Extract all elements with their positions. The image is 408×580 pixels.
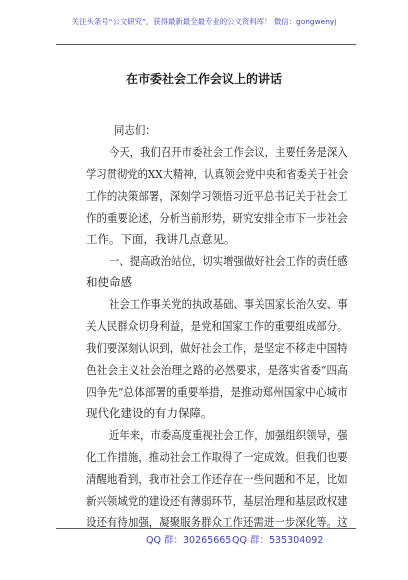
body-line: 关人民群众切身利益，是党和国家工作的重要组成部分。 — [86, 319, 348, 333]
footer-qq-group-2: QQ 群：535304092 — [232, 535, 324, 546]
body-line: 近年来，市委高度重视社会工作，加强组织领导，强 — [109, 428, 348, 442]
footer-qq-group-1: QQ 群：30265665 — [146, 535, 232, 546]
body-line: 化工作措施，推动社会工作取得了一定成效。但我们也要 — [86, 450, 348, 464]
body-line: 作的重要论述，分析当前形势，研究安排全市下一步社会 — [86, 211, 348, 225]
salutation: 同志们： — [114, 123, 156, 137]
header-promo-text: 关注头条号“公文研究”，获得最新最全最专业的公文资料库！ 微信：gongwenyj — [71, 17, 337, 26]
body-line: 清醒地看到，我市社会工作还存在一些问题和不足，比如 — [86, 472, 348, 486]
body-line: 四争先”总体部署的重要举措，是推动郑州国家中心城市 — [86, 385, 348, 399]
body-line: 设还有待加强，凝聚服务群众工作还需进一步深化等。这 — [86, 515, 348, 529]
section-heading: 一、提高政治站位，切实增强做好社会工作的责任感 — [109, 254, 348, 268]
header-divider — [56, 44, 356, 45]
body-line: 学习贯彻党的XX大精神，认真领会党中央和省委关于社会 — [86, 167, 349, 181]
body-line: 新兴领域党的建设还有薄弱环节，基层治理和基层政权建 — [86, 494, 348, 508]
body-line: 今天，我们召开市委社会工作会议，主要任务是深入 — [109, 145, 348, 159]
body-line: 色社会主义社会治理之路的必然要求，是落实省委“四高 — [86, 363, 348, 377]
body-line: 现代化建设的有力保障。 — [86, 406, 213, 420]
body-line: 我们要深刻认识到，做好社会工作，是坚定不移走中国特 — [86, 341, 348, 355]
footer-divider — [56, 528, 356, 529]
body-line: 社会工作事关党的执政基础、事关国家长治久安、事 — [109, 297, 348, 311]
body-line: 工作的决策部署，深刻学习领悟习近平总书记关于社会工 — [86, 189, 348, 203]
section-heading: 和使命感 — [86, 275, 132, 289]
body-line: 工作。下面，我讲几点意见。 — [86, 232, 236, 246]
document-title: 在市委社会工作会议上的讲话 — [125, 72, 282, 86]
